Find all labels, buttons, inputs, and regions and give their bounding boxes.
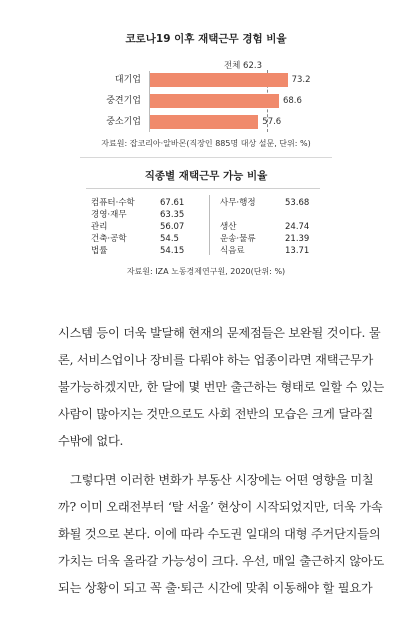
- text-line: 수밖에 없다.: [58, 434, 124, 448]
- chart1-total-label: 전체 62.3: [223, 61, 262, 71]
- chart2-right-name: 생산: [220, 222, 237, 232]
- chart2-source: 자료원: IZA 노동경제연구원, 2020(단위: %): [126, 267, 286, 276]
- text-line: 가치는 더욱 올라갈 가능성이 크다. 우선, 매일 출근하지 않아도: [58, 554, 385, 568]
- chart2-left-name: 컴퓨터·수학: [91, 198, 135, 208]
- body-paragraph-1: [58, 320, 386, 455]
- chart2-title: 직종별 재택근무 가능 비율: [144, 170, 268, 182]
- chart1-category-label: 대기업: [114, 75, 141, 85]
- chart1-row-mid: [0, 93, 412, 109]
- text-line: 론, 서비스업이나 장비를 다뤄야 하는 업종이라면 재택근무가: [58, 353, 374, 367]
- chart2-left-name: 건축·공학: [91, 234, 127, 244]
- text-line: 까? 이미 오래전부터 ‘탈 서울’ 현상이 시작되었지만, 더욱 가속: [58, 500, 383, 514]
- chart1-category-label: 중소기업: [106, 117, 141, 127]
- chart2-right-name: 식음료: [220, 246, 245, 256]
- text-line: 화될 것으로 본다. 이에 따라 수도권 일대의 대형 주거단지들의: [58, 527, 381, 541]
- chart2-left-value: 54.15: [160, 246, 185, 256]
- chart1-value-label: 73.2: [291, 75, 311, 85]
- chart1-category-label: 중견기업: [106, 96, 141, 106]
- text-line: 불가능하겠지만, 한 달에 몇 번만 출근하는 형태로 일할 수 있는: [58, 380, 385, 394]
- text-line: 사람이 많아지는 것만으로도 사회 전반의 모습은 크게 달라질: [58, 407, 374, 421]
- chart1-bar-small: [150, 115, 258, 129]
- text-line: 그렇다면 이러한 변화가 부동산 시장에는 어떤 영향을 미칠: [70, 473, 374, 487]
- chart2-right-name: 사무·행정: [220, 198, 256, 208]
- chart2-left-value: 54.5: [160, 234, 179, 244]
- chart2-left-name: 법률: [91, 246, 108, 256]
- chart2-right-value: 13.71: [285, 246, 310, 256]
- chart1-row-small: [0, 114, 412, 130]
- chart2-left-name: 경영·재무: [91, 210, 127, 220]
- chart2-left-value: 56.07: [160, 222, 185, 232]
- chart1-bar-mid: [150, 94, 279, 108]
- chart2-right-value: 24.74: [285, 222, 310, 232]
- body-paragraph-2: [58, 467, 386, 602]
- section-divider: [80, 157, 332, 158]
- chart2-left-value: 67.61: [160, 198, 185, 208]
- text-line: 시스템 등이 더욱 발달해 현재의 문제점들은 보완될 것이다. 물: [58, 326, 381, 340]
- chart2-right-value: 53.68: [285, 198, 310, 208]
- chart1-value-label: 68.6: [282, 96, 302, 106]
- chart2-title-rule: [86, 188, 320, 189]
- chart2-right-value: 21.39: [285, 234, 310, 244]
- text-line: 되는 상황이 되고 꼭 출·퇴근 시간에 맞춰 이동해야 할 필요가: [58, 581, 373, 595]
- chart2-left-value: 63.35: [160, 210, 185, 220]
- chart1-source: 자료원: 잡코리아·알바몬(직장인 885명 대상 설문, 단위: %): [101, 139, 311, 148]
- chart2-left-name: 관리: [91, 222, 108, 232]
- chart2-column-separator: [209, 195, 210, 255]
- chart1-title: 코로나19 이후 재택근무 경험 비율: [125, 33, 287, 45]
- chart1-bar-large: [150, 73, 288, 87]
- chart1-row-large: [0, 72, 412, 88]
- chart1-value-label: 57.6: [262, 117, 282, 127]
- chart2-right-name: 운송·물류: [220, 234, 256, 244]
